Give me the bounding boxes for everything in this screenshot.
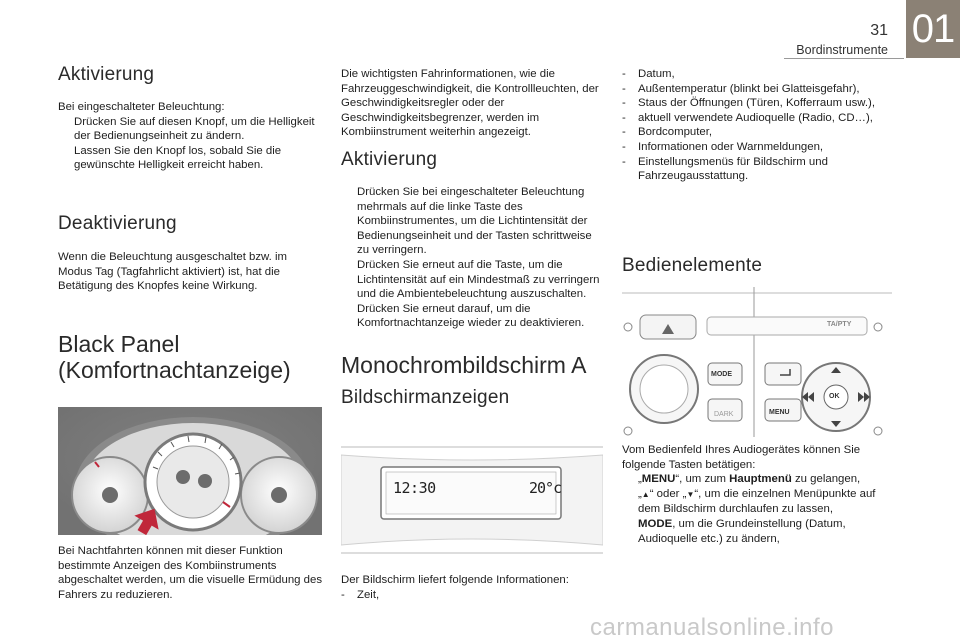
heading-monochrombildschirm: Monochrombildschirm A	[341, 352, 587, 378]
bullet-icon	[341, 185, 357, 258]
col2-info-list	[341, 573, 603, 602]
mode-button-label: MODE	[711, 371, 732, 378]
bedien-intro: Vom Bedienfeld Ihres Audiogerätes können Sie folgende Tasten betätigen:	[622, 444, 861, 471]
deaktivierung-text: Wenn die Beleuchtung ausgeschaltet bzw. im Modus Tag (Tagfahrlicht aktiviert) ist, hat die Betätigung des Knopfes keine Wirkung.	[58, 251, 288, 293]
watermark: carmanualsonline.info	[590, 614, 834, 641]
list-item: - Zeit,	[341, 588, 380, 601]
up-arrow-icon: ▲	[641, 489, 650, 499]
instrument-cluster-image	[58, 407, 322, 535]
control-panel-image	[622, 287, 892, 437]
col3-info-list	[622, 67, 892, 184]
black-panel-text: Bei Nachtfahrten können mit dieser Funktion bestimmte Anzeigen des Kombiinstruments abgeschaltet werden, um die visuelle Ermüdung des Fahrers zu reduzieren.	[58, 545, 323, 601]
list-item: - Informationen oder Warnmeldungen,	[622, 140, 824, 153]
aktivierung-intro: Bei eingeschalteter Beleuchtung:	[58, 101, 225, 113]
header-divider	[784, 58, 904, 59]
col1-black-panel	[58, 331, 328, 383]
list-item: - aktuell verwendete Audioquelle (Radio, CD…),	[622, 111, 873, 124]
chapter-number: 01	[911, 6, 955, 51]
heading-black-panel-sub: (Komfortnachtanzeige)	[58, 357, 291, 383]
list-item: Drücken Sie erneut auf die Taste, um die Lichtintensität auf ein Mindestmaß zu verringern und die Ambientebeleuchtung auszuschalten.	[341, 258, 603, 302]
col3-bedien-text	[622, 443, 890, 546]
chapter-tab	[906, 0, 960, 58]
list-item: - Staus der Öffnungen (Türen, Kofferraum usw.),	[622, 97, 876, 110]
display-time: 12:30	[393, 479, 436, 497]
list-item: MODE, um die Grundeinstellung (Datum, Audioquelle etc.) zu ändern,	[622, 517, 890, 546]
display-temperature: 20°c	[529, 479, 562, 497]
col2-mono-heading	[341, 352, 611, 378]
down-arrow-icon: ▼	[686, 489, 695, 499]
bullet-icon	[58, 144, 74, 173]
ta-pty-label: TA/PTY	[827, 321, 852, 328]
dark-button-label: DARK	[714, 411, 734, 418]
list-item: „▲“ oder „▼“, um die einzelnen Menüpunkte auf dem Bildschirm durchlaufen zu lassen,	[622, 487, 890, 517]
monochrome-display-image	[341, 445, 603, 555]
list-item: - Außentemperatur (blinkt bei Glatteisgefahr),	[622, 82, 860, 95]
col3-bedien-heading	[622, 255, 762, 277]
bullet-icon	[622, 472, 638, 487]
page-number: 31	[870, 22, 888, 39]
col2-bildschirm-heading	[341, 387, 509, 409]
list-item: - Datum,	[622, 68, 675, 80]
bullet-icon	[341, 302, 357, 331]
list-item: Lassen Sie den Knopf los, sobald Sie die gewünschte Helligkeit erreicht haben.	[58, 144, 318, 173]
list-item: „MENU“, um zum Hauptmenü zu gelangen,	[622, 472, 890, 487]
col2-aktivierung	[341, 149, 603, 331]
menu-button-label: MENU	[769, 409, 790, 416]
col1-deaktivierung	[58, 213, 298, 294]
list-item: - Einstellungsmenüs für Bildschirm und Fahrzeugausstattung.	[622, 155, 828, 183]
bullet-icon	[58, 115, 74, 144]
ok-button-label: OK	[829, 393, 840, 400]
heading-bedienelemente: Bedienelemente	[622, 255, 763, 276]
list-item: - Bordcomputer,	[622, 126, 713, 139]
heading-aktivierung-2: Aktivierung	[341, 149, 438, 170]
heading-aktivierung: Aktivierung	[58, 64, 155, 85]
col2-intro: Die wichtigsten Fahrinformationen, wie die Fahrzeuggeschwindigkeit, die Kontrollleuchten, der Geschwindigkeitsregler oder der Geschwindigkeitsbegrenzer, werden im Kombiinstrument weiterhin angezeigt.	[341, 68, 599, 139]
bullet-icon	[622, 487, 638, 517]
heading-deaktivierung: Deaktivierung	[58, 213, 177, 234]
list-item: Drücken Sie erneut darauf, um die Komfortnachtanzeige wieder zu deaktivieren.	[341, 302, 603, 331]
bullet-icon	[622, 517, 638, 546]
heading-bildschirmanzeigen: Bildschirmanzeigen	[341, 387, 510, 408]
info-intro: Der Bildschirm liefert folgende Informationen:	[341, 574, 569, 586]
heading-black-panel: Black Panel	[58, 331, 180, 357]
section-title: Bordinstrumente	[796, 43, 888, 57]
list-item: Drücken Sie auf diesen Knopf, um die Helligkeit der Bedienungseinheit zu ändern.	[58, 115, 318, 144]
col1-aktivierung	[58, 64, 318, 173]
bullet-icon	[341, 258, 357, 302]
list-item: Drücken Sie bei eingeschalteter Beleuchtung mehrmals auf die linke Taste des Kombiinstrumentes, um die Lichtintensität der Bedienungseinheit und der Tasten schrittweise zu verringern.	[341, 185, 603, 258]
